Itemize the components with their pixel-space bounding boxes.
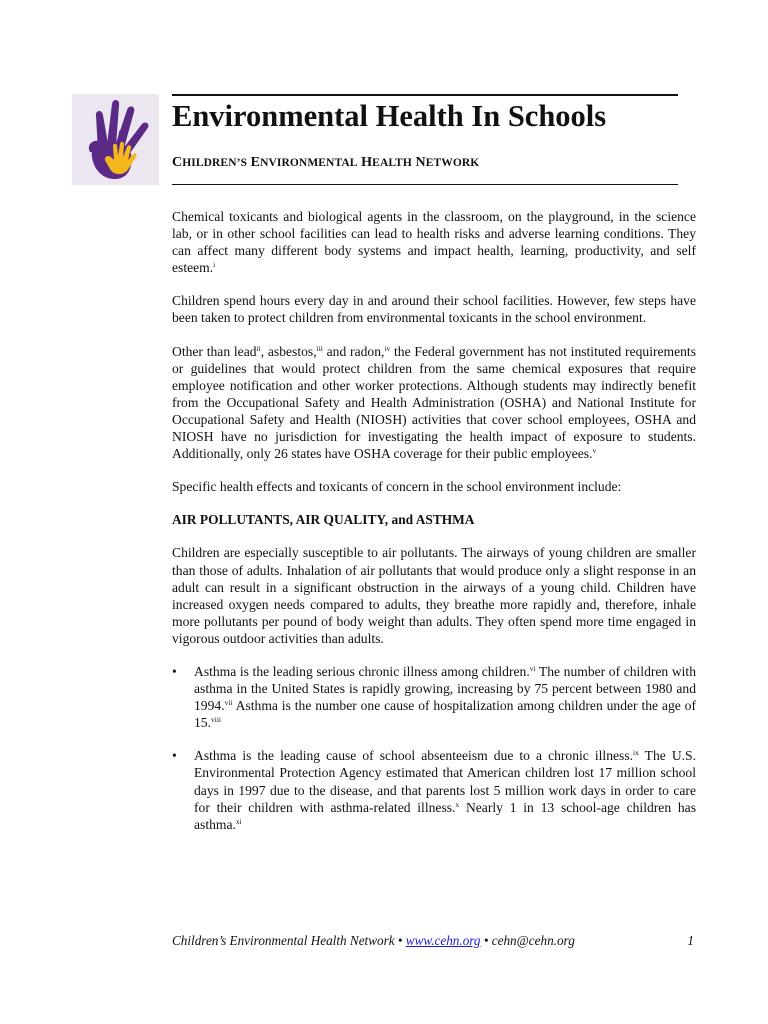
subtitle-initial: C (172, 155, 183, 170)
paragraph-text: Asthma is the leading serious chronic illness among children. (194, 663, 530, 679)
intro-paragraph-3 (172, 343, 696, 463)
footer-org: Children’s Environmental Health Network • (172, 933, 406, 948)
paragraph-text: Other than lead (172, 343, 257, 359)
subtitle-initial: H (361, 155, 373, 170)
subtitle-initial: E (250, 155, 261, 170)
footnote-ref: xi (235, 816, 242, 826)
paragraph-text: Nearly 1 in 13 school-age children has asthma. (194, 799, 697, 832)
footnote-ref: i (213, 260, 216, 270)
logo (72, 94, 159, 185)
subtitle-rest: EALTH (372, 157, 412, 169)
paragraph-text: , asbestos, (260, 343, 317, 359)
website-link[interactable]: www.cehn.org (405, 933, 481, 948)
footnote-ref: vi (529, 663, 536, 673)
document-body (172, 208, 696, 849)
footnote-ref: vii (224, 698, 233, 708)
footer-email: • cehn@cehn.org (480, 933, 575, 948)
footnote-ref: iv (384, 343, 391, 353)
footnote-ref: ii (256, 343, 261, 353)
footnote-ref: viii (211, 715, 222, 725)
footnote-ref: v (592, 446, 597, 456)
header-bottom-rule (172, 184, 678, 185)
footnote-ref: iii (316, 343, 323, 353)
paragraph-text: Chemical toxicants and biological agents in the classroom, on the playground, in the science lab, or in other school facilities can lead to health risks and adverse learning conditions. They can affect many different body systems and impact health, learning, productivity, and self esteem. (172, 209, 696, 276)
subtitle-rest: ETWORK (425, 157, 480, 169)
paragraph-text: Asthma is the number one cause of hospitalization among children under the age of 15. (194, 698, 696, 731)
subtitle-rest: HILDREN’S (182, 157, 248, 169)
subtitle-rest: NVIRONMENTAL (260, 157, 358, 169)
intro-paragraph-1 (172, 208, 696, 276)
hands-logo-icon (72, 94, 159, 185)
list-item (172, 663, 696, 731)
footnote-ref: ix (633, 748, 639, 758)
paragraph-text: the Federal government has not instituted requirements or guidelines that would protect children from the same chemical exposures that require employee notification and other worker protections. Although students may indirectly benefit from the Occupational Safety and Health Administration (OSHA) and National Institute for Occupational Safety and Health (NIOSH) activities that cover school employees, OSHA and NIOSH have no jurisdiction for investigating the health impact of exposure to students. Additionally, only 26 states have OSHA coverage for their public employees. (172, 343, 697, 462)
footnote-ref: x (455, 799, 460, 809)
paragraph-text: The number of children with asthma in the United States is rapidly growing, increasing by 75 percent between 1980 and 1994. (194, 663, 697, 714)
intro-paragraph-2: Children spend hours every day in and around their school facilities. However, few steps have been taken to protect children from environmental toxicants in the school environment. (172, 293, 696, 326)
bullet-icon: • (172, 748, 177, 764)
list-item (172, 747, 696, 832)
paragraph-text: The U.S. Environmental Protection Agency estimated that American children lost 17 million school days in 1997 due to the disease, and that parents lost 5 million work days in order to care for their children with asthma-related illness. (194, 748, 696, 815)
bullet-icon: • (172, 663, 177, 679)
section-heading: AIR POLLUTANTS, AIR QUALITY, and ASTHMA (172, 512, 475, 528)
page-title: Environmental Health In Schools (172, 99, 607, 133)
paragraph-text: Asthma is the leading cause of school absenteeism due to a chronic illness. (194, 748, 634, 764)
paragraph-text: and radon, (322, 343, 385, 359)
section-paragraph: Children are especially susceptible to air pollutants. The airways of young children are smaller than those of adults. Inhalation of air pollutants that would produce only a slight response in an adult can result in a significant obstruction in the airways of a young child. Children have increased oxygen needs compared to adults, they breathe more rapidly and, therefore, inhale more pollutants per pound of body weight than adults. They often spend more time engaged in vigorous outdoor activities than adults. (172, 545, 696, 646)
page-number: 1 (687, 933, 694, 948)
subtitle-initial: N (415, 155, 426, 170)
intro-paragraph-4: Specific health effects and toxicants of concern in the school environment include: (172, 479, 622, 495)
page-footer (172, 931, 694, 951)
organization-subtitle (172, 154, 479, 172)
bullet-list (172, 663, 696, 833)
